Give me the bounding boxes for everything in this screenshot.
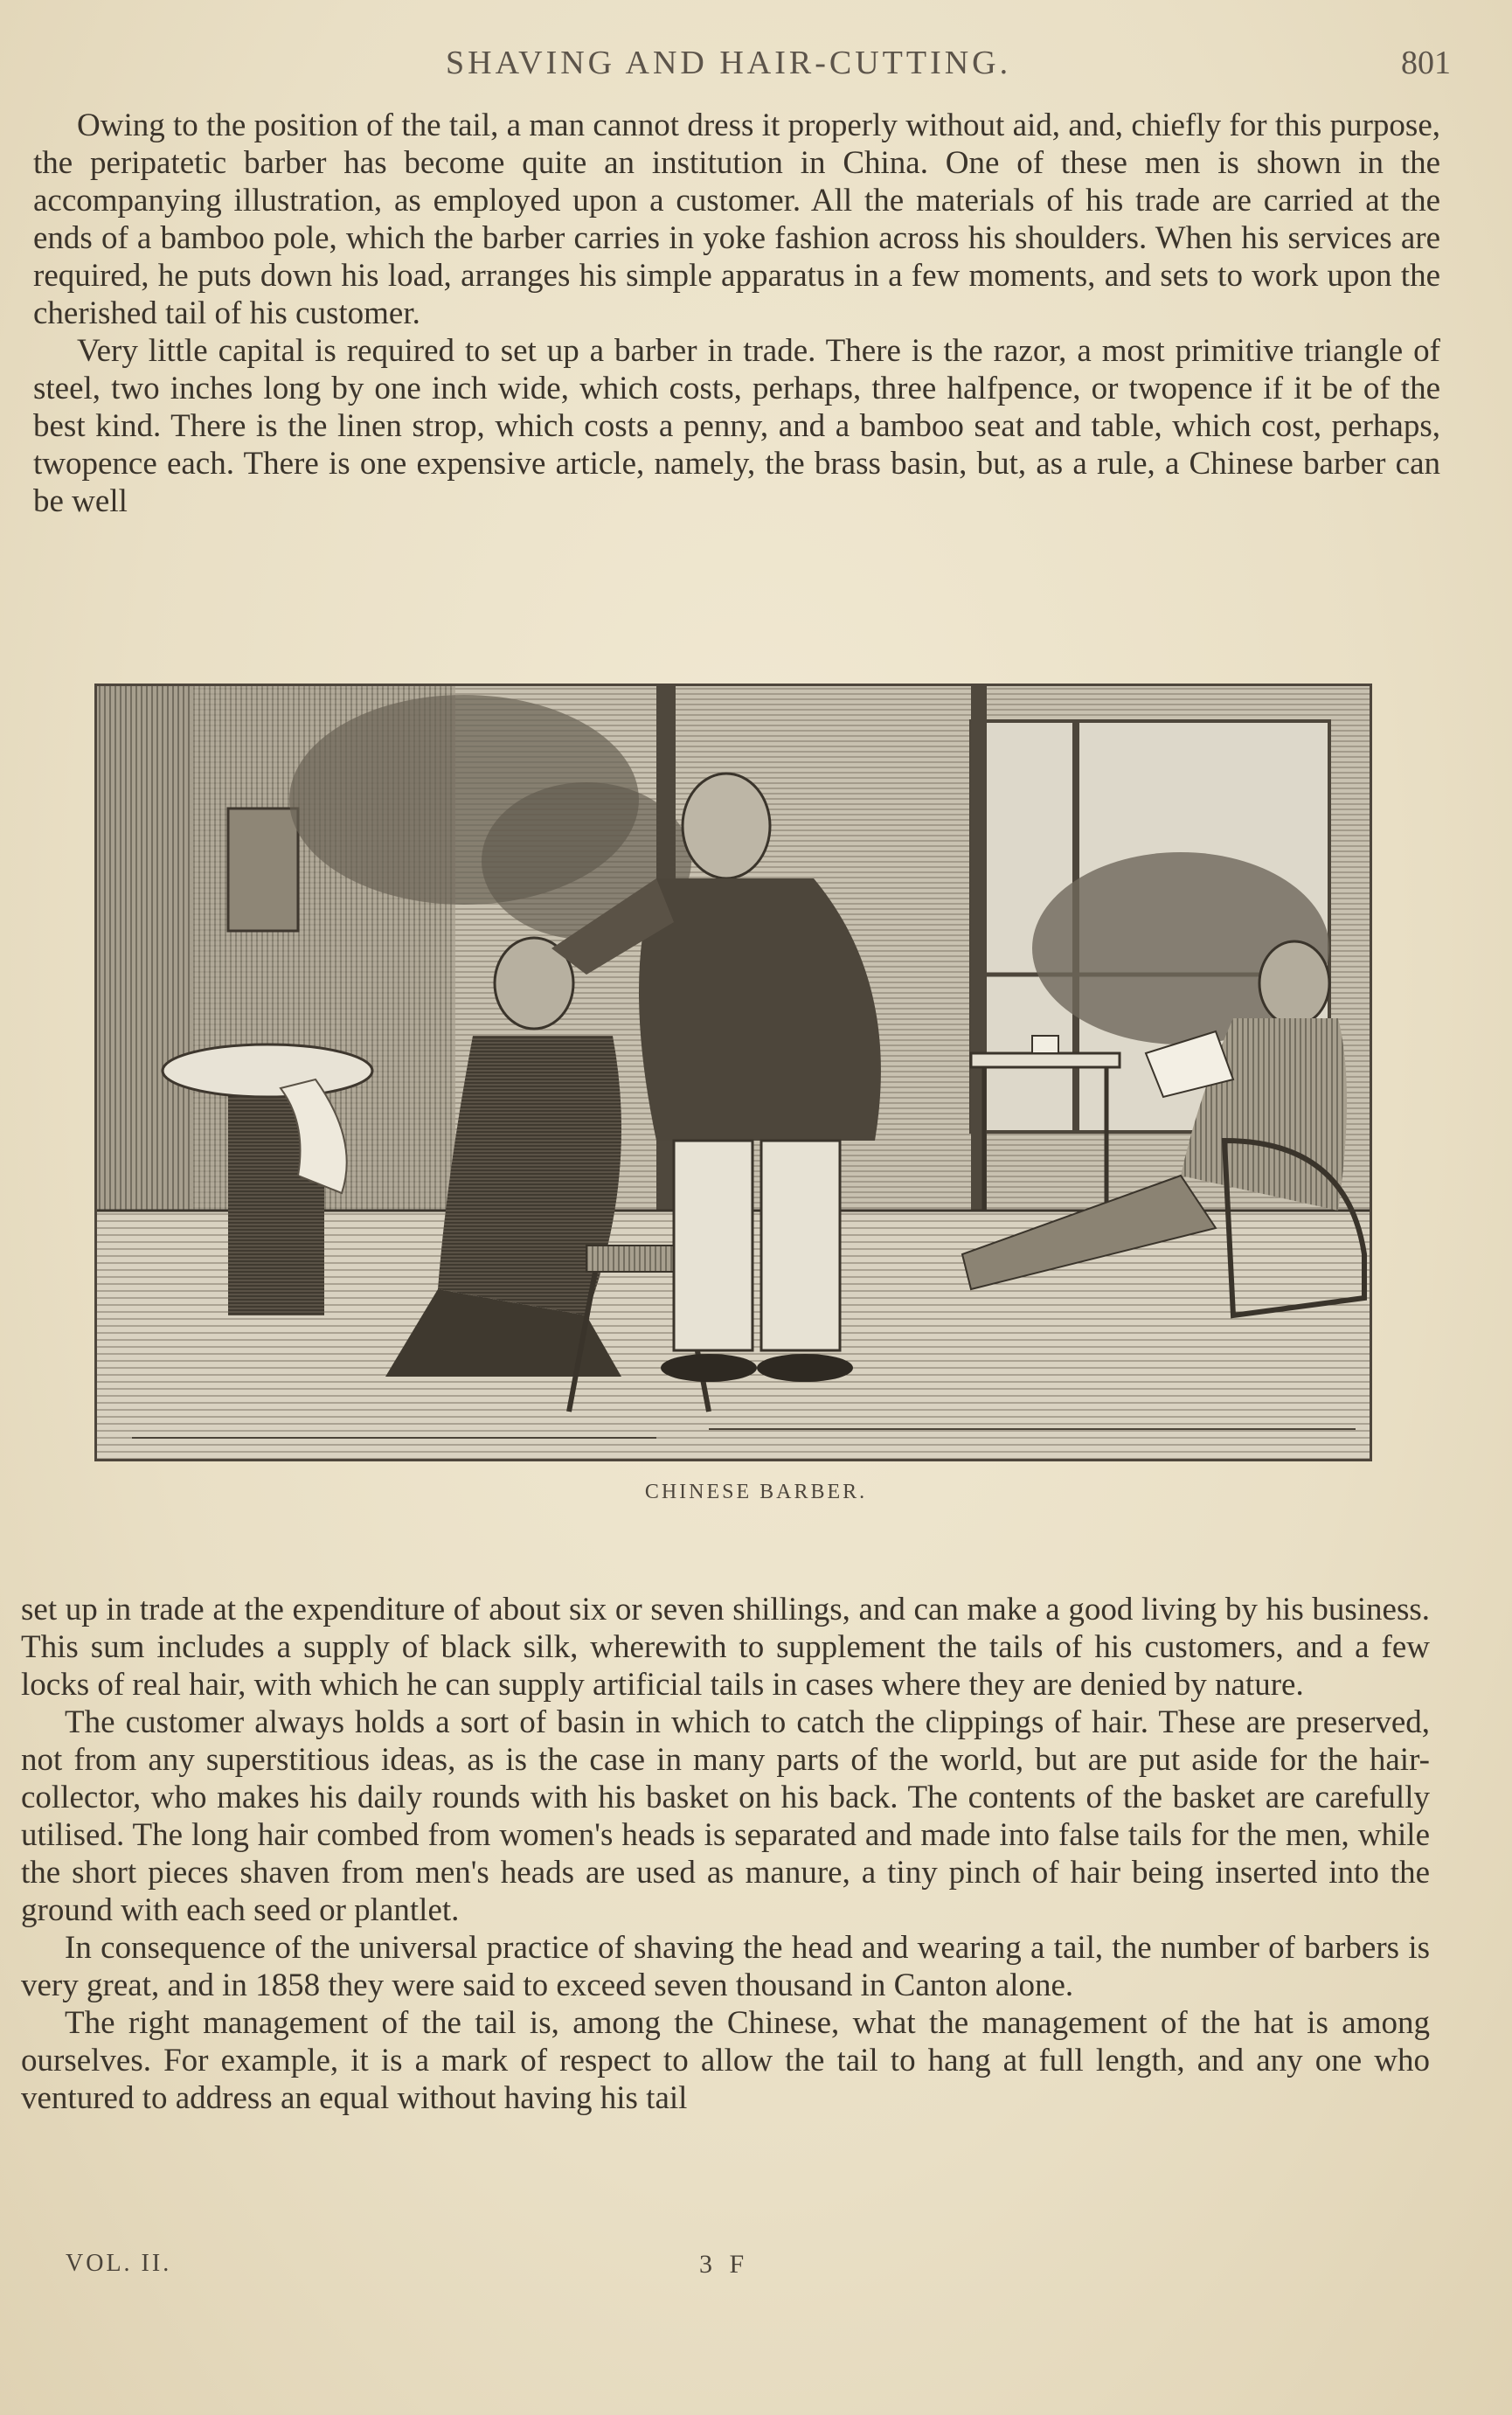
running-title: SHAVING AND HAIR-CUTTING. — [446, 45, 1012, 81]
page-footer — [0, 2250, 1512, 2285]
volume-label: VOL. II. — [66, 2250, 172, 2277]
paragraph-continued: set up in trade at the expenditure of about six or seven shillings, and can make a good living by his business. This sum includes a supply of black silk, wherewith to supplement the tails of his customers, and a few locks of real hair, with which he can supply artificial tails in cases where they are denied by nature. — [21, 1592, 1430, 1703]
paragraph-tail-dressing: Owing to the position of the tail, a man cannot dress it properly without aid, and, chiefly for this purpose, the peripatetic barber has become quite an institution in China. One of these men is shown in the accompanying illustration, as employed upon a customer. All the materials of his trade are carried at the ends of a bamboo pole, which the barber carries in yoke fashion across his shoulders. When his services are required, he puts down his load, arranges his simple apparatus in a few moments, and sets to work upon the cherished tail of his customer. — [33, 108, 1440, 331]
page-number: 801 — [1401, 45, 1451, 81]
paragraph-hair-clippings: The customer always holds a sort of basin in which to catch the clippings of hair. These are preserved, not from any superstitious ideas, as is the case in many parts of the world, but are put aside for the hair-collector, who makes his daily rounds with his basket on his back. The contents of the basket are carefully utilised. The long hair combed from women's heads is separated and made into false tails for the men, while the short pieces shaven from men's heads are used as manure, a tiny pinch of hair being inserted into the ground with each seed or plantlet. — [21, 1704, 1430, 1928]
signature-mark: 3 F — [699, 2250, 750, 2279]
top-text-block — [33, 107, 1440, 520]
bottom-text-block — [21, 1591, 1430, 2117]
paragraph-barber-capital: Very little capital is required to set up a barber in trade. There is the razor, a most primitive triangle of steel, two inches long by one inch wide, which costs, perhaps, three halfpence, or twopence if it be of the best kind. There is the linen strop, which costs a penny, and a bamboo seat and table, which cost, perhaps, twopence each. There is one expensive article, namely, the brass basin, but, as a rule, a Chinese barber can be well — [33, 333, 1440, 519]
running-head — [35, 44, 1451, 87]
paragraph-number-of-barbers: In consequence of the universal practice of shaving the head and wearing a tail, the number of barbers is very great, and in 1858 they were said to exceed seven thousand in Canton alone. — [21, 1930, 1430, 2003]
figure-caption: CHINESE BARBER. — [644, 1481, 868, 1503]
paragraph-tail-etiquette: The right management of the tail is, among the Chinese, what the management of the hat is among ourselves. For example, it is a mark of respect to allow the tail to hang at full length, and any one who ventured to address an equal without having his tail — [21, 2005, 1430, 2116]
engraving-illustration — [97, 686, 1370, 1459]
illustration-chinese-barber — [94, 684, 1372, 1461]
